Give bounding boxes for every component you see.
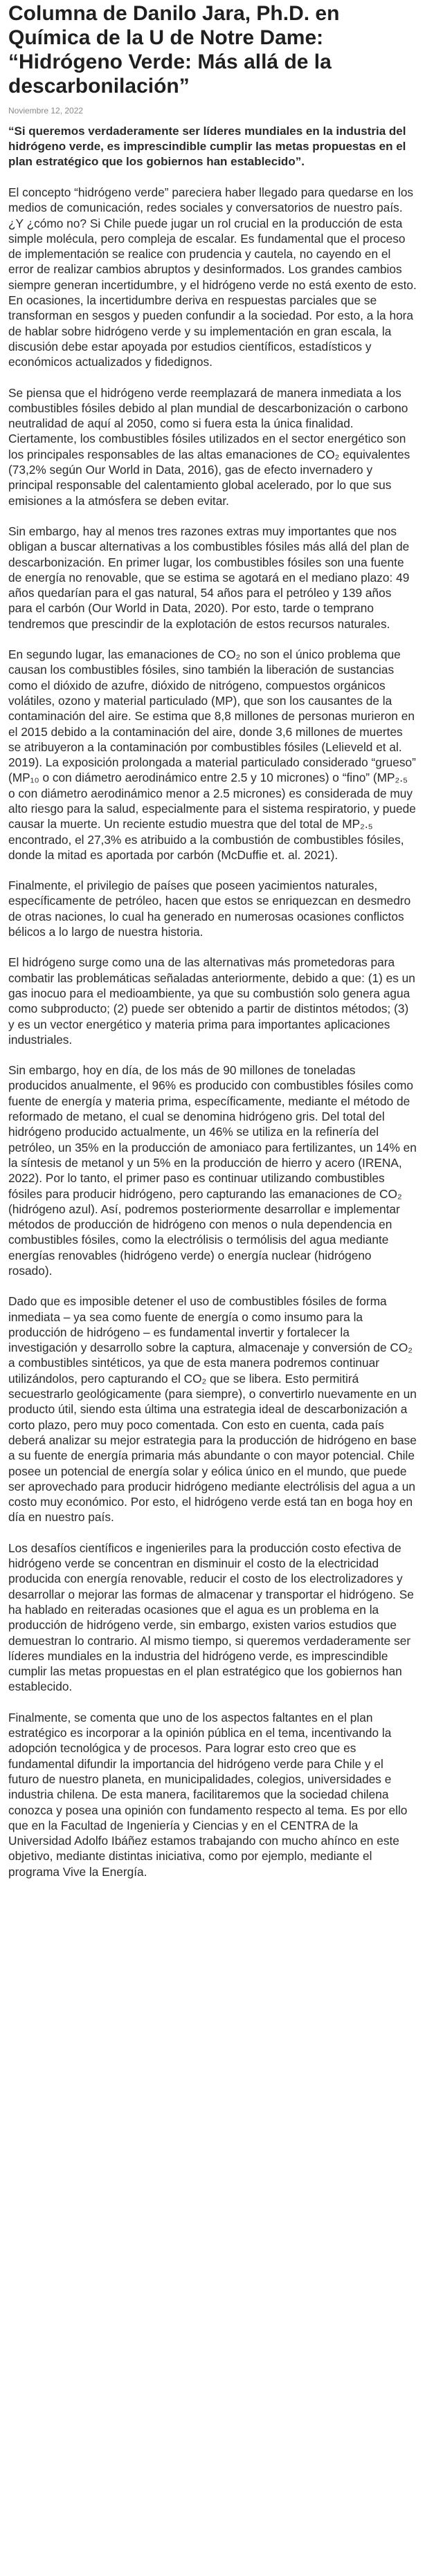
body-paragraph: Se piensa que el hidrógeno verde reemplazará de manera inmediata a los combustibles fósiles debido al plan mundial de descarbonización o carbono neutralidad de aquí al 2050, como si fuera esta la única finalidad. Ciertamente, los combustibles fósiles utilizados en el sector energético son los principales responsables de las altas emanaciones de CO₂ equivalentes (73,2% según Our World in Data, 2016), gas de efecto invernadero y principal responsable del calentamiento global acelerado, por lo que sus emisiones a la atmósfera se deben evitar. [8,385,410,508]
body-paragraph: Dado que es imposible detener el uso de combustibles fósiles de forma inmediata – ya sea como fuente de energía o como insumo para la producción de hidrógeno – es fundamental invertir y fortalecer la investigación y desarrollo sobre la captura, almacenaje y conversión de CO₂ a combustibles sintéticos, ya que de esta manera podremos continuar utilizándolos, pero capturando el CO₂ que se libera. Esto permitirá secuestrarlo geológicamente (para siempre), o convertirlo nuevamente en un producto útil, siendo esta última una estrategia ideal de descarbonización a corto plazo, pero muy poco comentada. Con esto en cuenta, cada país deberá analizar su mejor estrategia para la producción de hidrógeno en base a su fuente de energía primaria más abundante o con mayor potencial. Chile posee un potencial de energía solar y eólica único en el mundo, que puede ser aprovechado para producir hidrógeno mediante electrólisis del agua a un costo muy económico. Por esto, el hidrógeno verde está tan en boga hoy en día en nuestro país. [8,1294,417,1525]
publish-date: Noviembre 12, 2022 [8,106,84,116]
body-paragraph: Los desafíos científicos e ingenieriles para la producción costo efectiva de hidrógeno verde se concentran en disminuir el costo de la electricidad producida con energía renovable, reducir el costo de los electrolizadores y desarrollar o mejorar las formas de almacenar y transportar el hidrógeno. Se ha hablado en reiteradas ocasiones que el agua es un problema en la producción de hidrógeno verde, sin embargo, existen varios estudios que demuestran lo contrario. Al mismo tiempo, si queremos verdaderamente ser líderes mundiales en la industria del hidrógeno verde, es imprescindible cumplir las metas propuestas en el plan estratégico que los gobiernos han establecido. [8,1540,414,1694]
body-paragraph: Sin embargo, hay al menos tres razones extras muy importantes que nos obligan a buscar alternativas a los combustibles fósiles más allá del plan de descarbonización. En primer lugar, los combustibles fósiles son una fuente de energía no renovable, que se estima se agotará en el mediano plazo: 49 años quedarían para el gas natural, 54 años para el petróleo y 139 años para el carbón (Our World in Data, 2020). Por esto, tarde o temprano tendremos que prescindir de la explotación de estos recursos naturales. [8,524,410,631]
article [0,1,425,1879]
body-paragraph: Finalmente, se comenta que uno de los aspectos faltantes en el plan estratégico es incorporar a la opinión pública en el tema, incentivando la adopción tecnológica y de procesos. Para lograr esto creo que es fundamental difundir la importancia del hidrógeno verde para Chile y el futuro de nuestro planeta, en municipalidades, colegios, universidades e industria chilena. De esta manera, facilitaremos que la sociedad chilena conozca y posea una opinión con fundamento respecto al tema. Es por ello que en la Facultad de Ingeniería y Ciencias y en el CENTRA de la Universidad Adolfo Ibáñez estamos trabajando con mucho ahínco en este objetivo, mediante distintas iniciativa, como por ejemplo, mediante el programa Vive la Energía. [8,1710,408,1879]
body-paragraph: Finalmente, el privilegio de países que poseen yacimientos naturales, específicamente de petróleo, hacen que estos se enriquezcan en desmedro de otras naciones, lo cual ha generado en numerosas ocasiones conflictos bélicos a lo largo de nuestra historia. [8,878,411,939]
body-paragraph: Sin embargo, hoy en día, de los más de 90 millones de toneladas producidos anualmente, el 96% es producido con combustibles fósiles como fuente de energía y materia prima, específicamente, mediante el método de reformado de metano, el cual se denomina hidrógeno gris. Del total del hidrógeno producido actualmente, un 46% se utiliza en la refinería del petróleo, un 35% en la producción de amoniaco para fertilizantes, un 14% en la síntesis de metanol y un 5% en la producción de hierro y acero (IRENA, 2022). Por lo tanto, el primer paso es continuar utilizando combustibles fósiles para producir hidrógeno, pero capturando las emanaciones de CO₂ (hidrógeno azul). Así, podremos posteriormente desarrollar e implementar métodos de producción de hidrógeno con menos o nula dependencia en combustibles fósiles, como la electrólisis o termólisis del agua mediante energías renovables (hidrógeno verde) o energía nuclear (hidrógeno rosado). [8,1063,417,1278]
article-title: Columna de Danilo Jara, Ph.D. en Química de la U de Notre Dame: “Hidrógeno Verde: Más allá de la descarbonilación” [8,2,340,98]
body-paragraph: En segundo lugar, las emanaciones de CO₂ no son el único problema que causan los combustibles fósiles, sino también la liberación de sustancias como el dióxido de azufre, dióxido de nitrógeno, compuestos orgánicos volátiles, ozono y material particulado (MP), que son los causantes de la contaminación del aire. Se estima que 8,8 millones de personas murieron en el 2015 debido a la contaminación del aire, donde 3,6 millones de muertes se atribuyeron a la contaminación por combustibles fósiles (Lelieveld et al. 2019). La exposición prolongada a material particulado considerado “grueso” (MP₁₀ o con diámetro aerodinámico entre 2.5 y 10 micrones) o “fino” (MP₂.₅ o con diámetro aerodinámico menor a 2.5 micrones) es considerada de muy alto riesgo para la salud, especialmente para el sistema respiratorio, y puede causar la muerte. Un reciente estudio muestra que del total de MP₂.₅ encontrado, el 27,3% es atribuido a la combustión de combustibles fósiles, donde la mitad es aportada por carbón (McDuffie et. al. 2021). [8,647,416,862]
body-paragraph: El concepto “hidrógeno verde” pareciera haber llegado para quedarse en los medios de comunicación, redes sociales y conversatorios de nuestro país. ¿Y ¿cómo no? Si Chile puede jugar un rol crucial en la producción de esta simple molécula, pero compleja de escalar. Es fundamental que el proceso de implementación se realice con prudencia y cautela, no cayendo en el error de realizar cambios abruptos y desinformados. Los grandes cambios siempre generan incertidumbre, y el hidrógeno verde no está exento de esto. En ocasiones, la incertidumbre deriva en respuestas parciales que se transforman en sesgos y pueden confundir a la sociedad. Por esto, a la hora de hablar sobre hidrógeno verde y su implementación en gran escala, la discusión debe estar apoyada por estudios científicos, estadísticos y económicos actualizados y fidedignos. [8,185,417,369]
body-paragraph: El hidrógeno surge como una de las alternativas más prometedoras para combatir las problemáticas señaladas anteriormente, debido a que: (1) es un gas inocuo para el medioambiente, ya que su combustión solo genera agua como subproducto; (2) puede ser obtenido a partir de distintos métodos; (3) y es un vector energético y materia prima para importantes aplicaciones industriales. [8,955,415,1047]
lead-quote: “Si queremos verdaderamente ser líderes mundiales en la industria del hidrógeno verde, es imprescindible cumplir las metas propuestas en el plan estratégico que los gobiernos han establecido”. [8,125,406,168]
article-body [8,185,417,1879]
